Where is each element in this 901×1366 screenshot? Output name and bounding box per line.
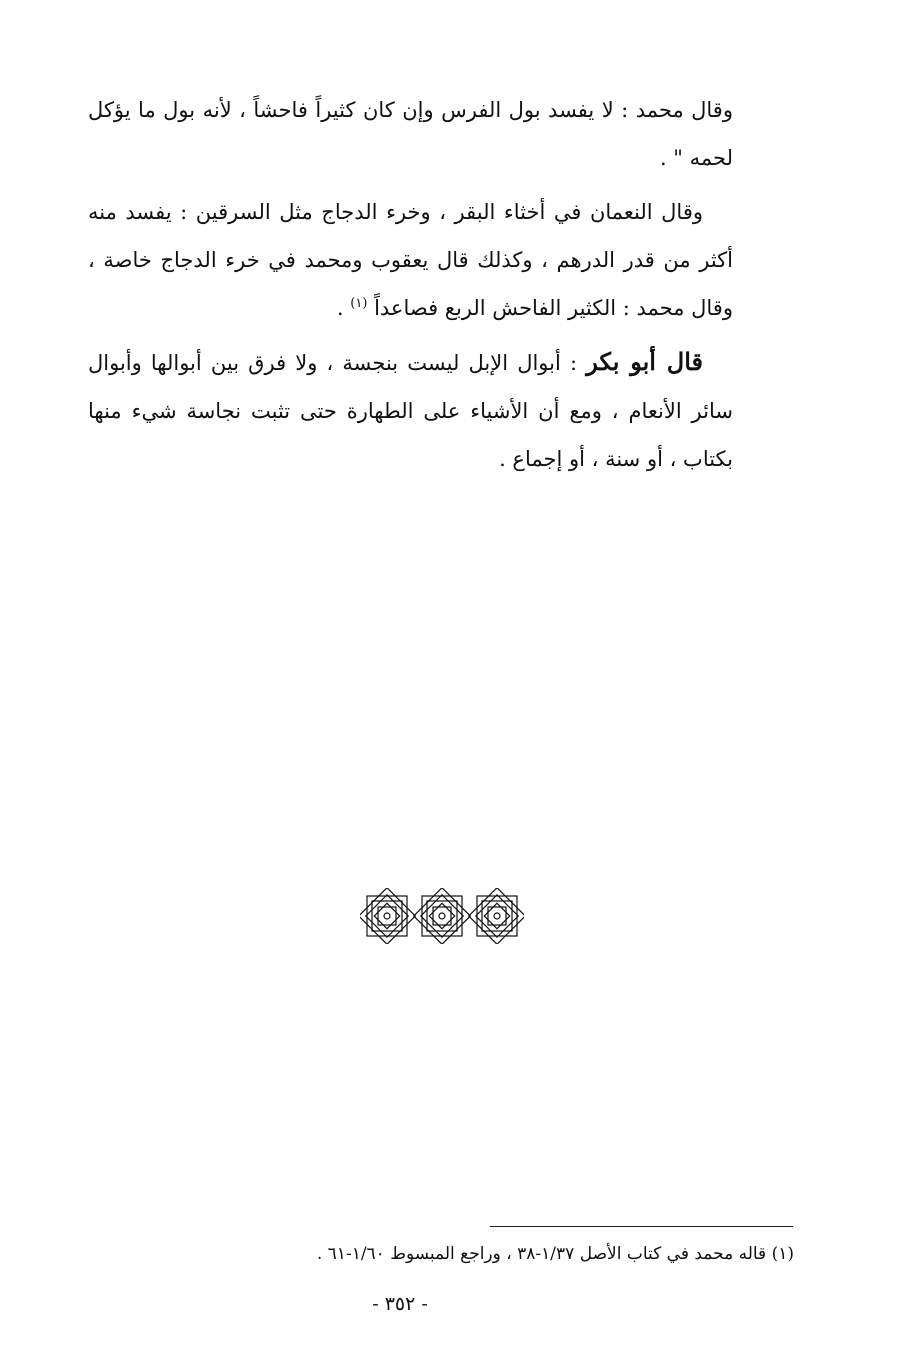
main-text	[88, 86, 733, 489]
paragraph-1-text: وقال محمد : لا يفسد بول الفرس وإن كان كثيراً فاحشاً ، لأنه بول ما يؤكل لحمه " .	[88, 98, 733, 170]
paragraph-3	[88, 338, 733, 483]
paragraph-1	[88, 86, 733, 182]
paragraph-2	[88, 188, 733, 332]
paragraph-2-text: وقال النعمان في أخثاء البقر ، وخرء الدجاج مثل السرقين : يفسد منه أكثر من قدر الدرهم ، وكذلك قال يعقوب ومحمد في خرء الدجاج خاصة ، وقال محمد : الكثير الفاحش الربع فصاعداً	[88, 200, 733, 320]
star-ornament-icon-3	[469, 888, 524, 944]
star-ornament-icon-1	[360, 888, 415, 944]
speaker-heading: قال أبو بكر	[586, 347, 703, 376]
star-ornament-icon-2	[414, 888, 471, 944]
footnote-marker[interactable]: (١)	[350, 296, 368, 311]
page-number: - ٣٥٢ -	[372, 1293, 428, 1315]
footnote-divider	[490, 1226, 793, 1227]
section-ornament	[360, 888, 524, 944]
paragraph-3-text: : أبوال الإبل ليست بنجسة ، ولا فرق بين أبوالها وأبوال سائر الأنعام ، ومع أن الأشياء على الطهارة حتى تثبت نجاسة شيء منها بكتاب ، أو سنة ، أو إجماع .	[88, 351, 733, 471]
paragraph-2-end: .	[336, 296, 344, 320]
footnote: (١) قاله محمد في كتاب الأصل ١/٣٧-٣٨ ، وراجع المبسوط ١/٦٠-٦١ .	[316, 1244, 794, 1264]
